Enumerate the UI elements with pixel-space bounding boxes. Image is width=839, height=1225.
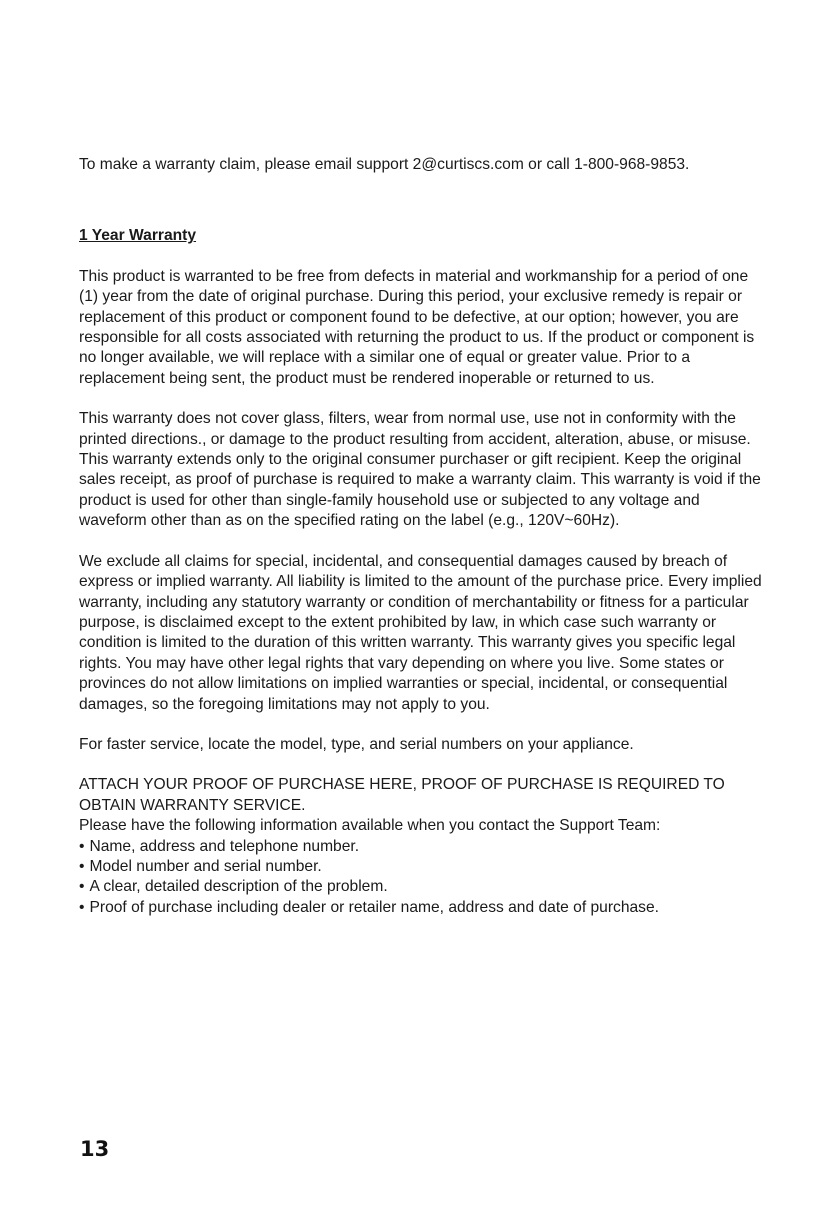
warranty-liability-paragraph: We exclude all claims for special, incidental, and consequential damages caused by breach of express or implied warranty. All liability is limited to the amount of the purchase price. Every implied warranty, including any statutory warranty or condition of merchantability or fitness for a particular purpose, is disclaimed except to the extent prohibited by law, in which case such warranty or condition is limited to the duration of this written warranty. This warranty gives you specific legal rights. You may have other legal rights that vary depending on where you live. Some states or provinces do not allow limitations on implied warranties or special, incidental, or consequential damages, so the foregoing limitations may not apply to you. bbox=[79, 552, 762, 713]
support-info-list bbox=[79, 837, 769, 919]
warranty-page bbox=[79, 155, 769, 918]
warranty-heading: 1 Year Warranty bbox=[79, 227, 197, 245]
list-item: • Model number and serial number. bbox=[79, 857, 769, 877]
support-info-intro: Please have the following information available when you contact the Support Team: bbox=[79, 817, 661, 835]
page-number: 13 bbox=[80, 1137, 110, 1161]
warranty-exclusions-paragraph: This warranty does not cover glass, filters, wear from normal use, use not in conformity with the printed directions., or damage to the product resulting from accident, alteration, abuse, or misuse. This warranty extends only to the original consumer purchaser or gift recipient. Keep the original sales receipt, as proof of purchase is required to make a warranty claim. This warranty is void if the product is used for other than single-family household use or subjected to any voltage and waveform other than as on the specified rating on the label (e.g., 120V~60Hz). bbox=[79, 410, 761, 530]
proof-of-purchase-notice: ATTACH YOUR PROOF OF PURCHASE HERE, PROOF OF PURCHASE IS REQUIRED TO OBTAIN WARRANTY SERVICE. bbox=[79, 776, 725, 814]
warranty-claim-contact: To make a warranty claim, please email support 2@curtiscs.com or call 1-800-968-9853. bbox=[79, 156, 690, 173]
warranty-coverage-paragraph: This product is warranted to be free from defects in material and workmanship for a period of one (1) year from the date of original purchase. During this period, your exclusive remedy is repair or replacement of this product or component found to be defective, at our option; however, you are responsible for all costs associated with returning the product to us. If the product or component is no longer available, we will replace with a similar one of equal or greater value. Prior to a replacement being sent, the product must be rendered inoperable or returned to us. bbox=[79, 267, 755, 387]
list-item: • Proof of purchase including dealer or retailer name, address and date of purchase. bbox=[79, 898, 769, 918]
list-item: • Name, address and telephone number. bbox=[79, 837, 769, 857]
warranty-service-paragraph: For faster service, locate the model, type, and serial numbers on your appliance. bbox=[79, 735, 634, 753]
list-item: • A clear, detailed description of the problem. bbox=[79, 877, 769, 897]
